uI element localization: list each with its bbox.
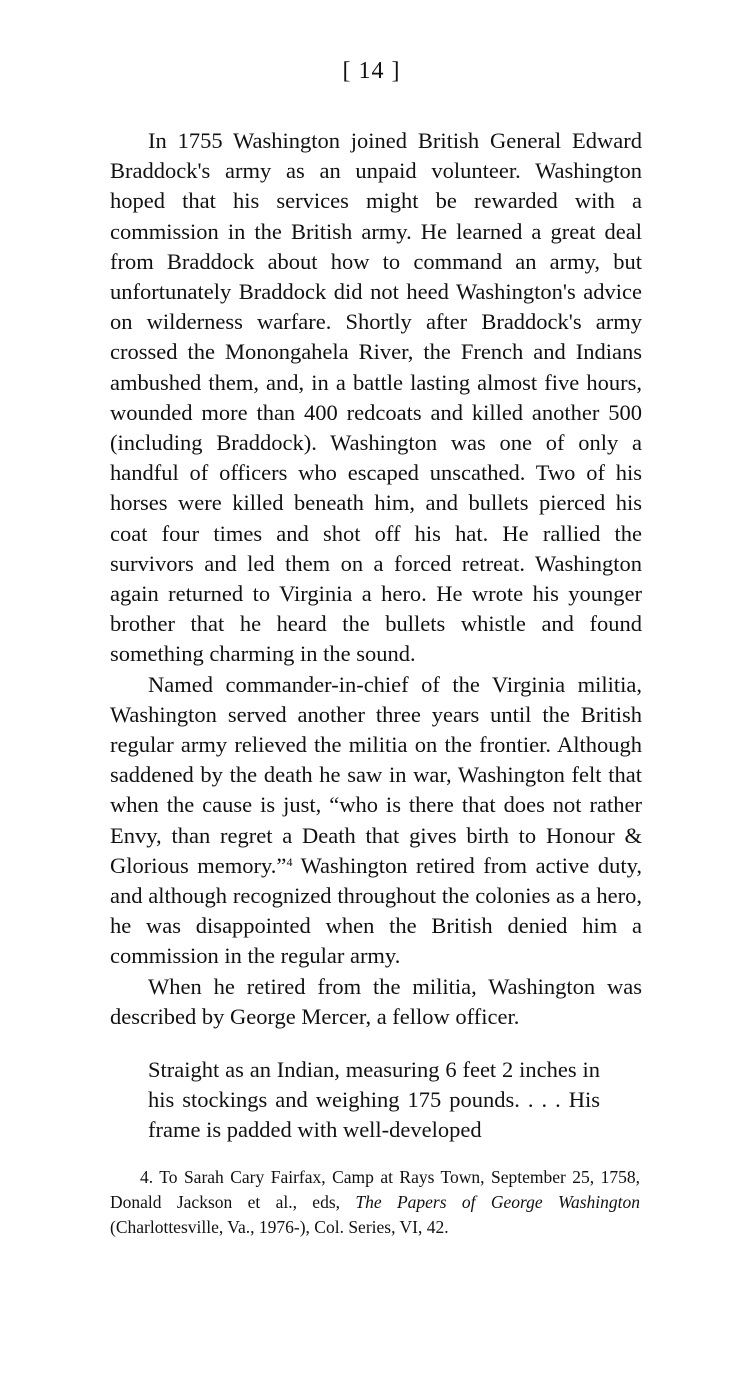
paragraph-mercer: When he retired from the militia, Washington was described by George Mercer, a fellow officer. — [110, 973, 642, 1029]
paragraph-militia-continued: Washington retired from active duty, and although recognized throughout the colonies as a hero, he was disappointed when the British denied him a commission in the regular army. — [110, 852, 642, 969]
paragraph-braddock: In 1755 Washington joined British General Edward Braddock's army as an unpaid volunteer. Washington hoped that his services might be rewarded with a commission in the British army. He learned a great deal from Braddock about how to command an army, but unfortunately Braddock did not heed Washington's advice on wilderness warfare. Shortly after Braddock's army crossed the Monongahela River, the French and Indians ambushed them, and, in a battle lasting almost five hours, wounded more than 400 redcoats and killed another 500 (including Braddock). Washington was one of only a handful of officers who escaped unscathed. Two of his horses were killed beneath him, and bullets pierced his coat four times and shot off his hat. He rallied the survivors and led them on a forced retreat. Washington again returned to Virginia a hero. He wrote his younger brother that he heard the bullets whistle and found something charming in the sound. — [110, 128, 642, 667]
footnote-text — [110, 1165, 640, 1240]
footnote-reference: 4 — [286, 854, 293, 869]
quote-text: Straight as an Indian, measuring 6 feet 2 inches in his stockings and weighing 175 pounds. . . . His frame is padded with well-developed — [148, 1057, 600, 1142]
body-text — [110, 126, 642, 1032]
block-quote — [148, 1055, 600, 1145]
footnote-suffix: (Charlottesville, Va., 1976-), Col. Series, VI, 42. — [110, 1217, 449, 1237]
paragraph-militia-text: Named commander-in-chief of the Virginia militia, Washington served another three years until the British regular army relieved the militia on the frontier. Although saddened by the death he saw in war, Washington felt that when the cause is just, “who is there that does not rather Envy, than regret a Death that gives birth to Honour & Glorious memory.” — [110, 671, 642, 878]
footnote — [110, 1165, 640, 1240]
page-number: [ 14 ] — [342, 58, 401, 84]
paragraph-militia — [110, 670, 642, 972]
footnote-prefix: 4. To Sarah Cary Fairfax, Camp at Rays Town, September 25, 1758, Donald Jackson et al., eds, — [110, 1167, 640, 1212]
footnote-title: The Papers of George Washington — [355, 1192, 641, 1212]
